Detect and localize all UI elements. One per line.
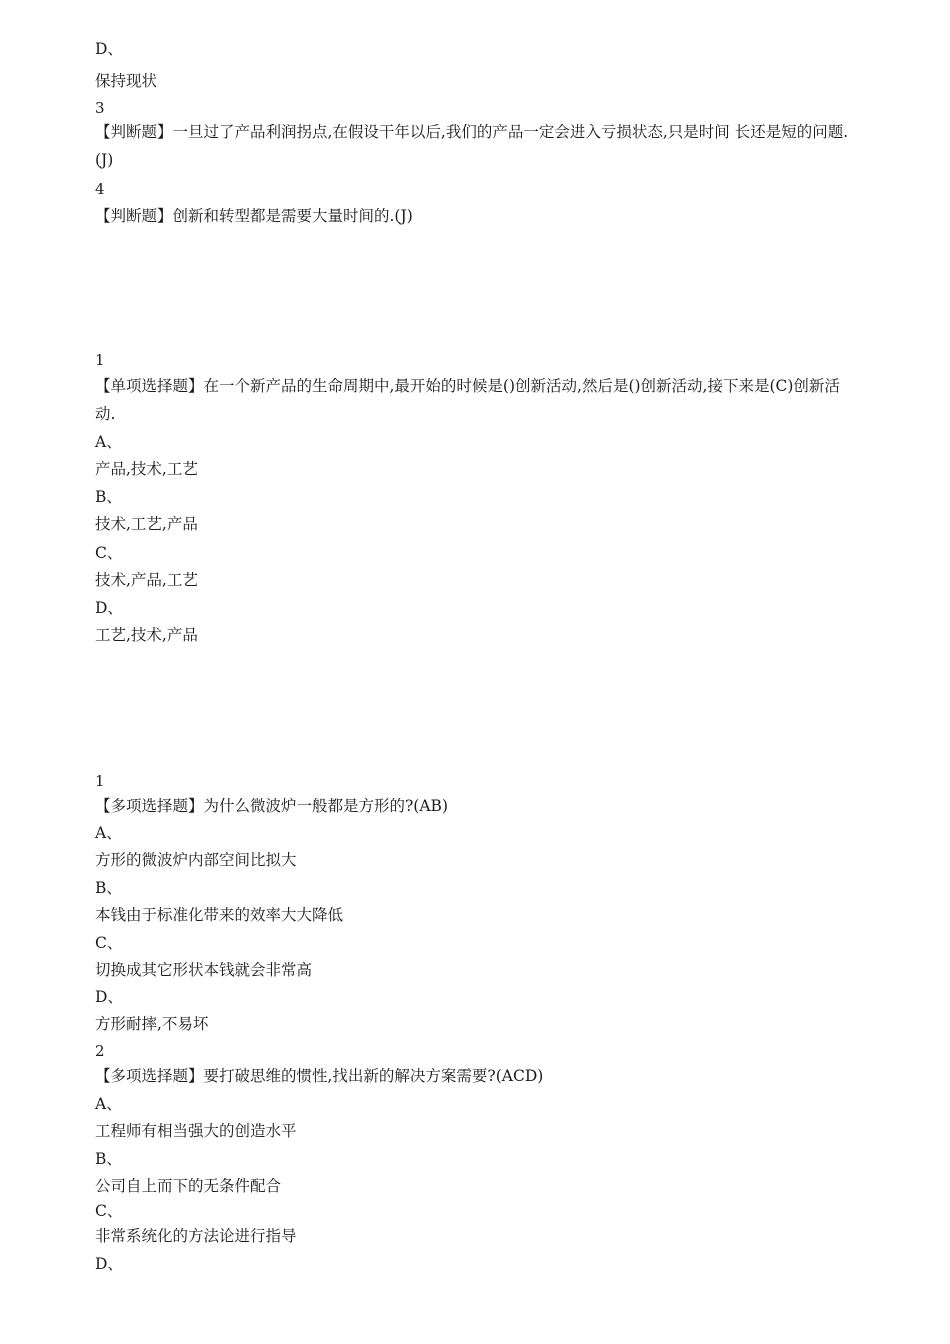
option-label: B、 (95, 879, 122, 897)
option-text: 技术,工艺,产品 (95, 515, 198, 533)
option-label: B、 (95, 488, 122, 506)
option-text: 方形耐摔,不易坏 (95, 1015, 209, 1033)
question-number: 2 (95, 1042, 105, 1060)
option-label: B、 (95, 1150, 122, 1168)
option-label: A、 (95, 433, 122, 451)
option-label: D、 (95, 1255, 123, 1273)
option-text: 非常系统化的方法论进行指导 (95, 1227, 297, 1245)
question-number: 3 (95, 99, 105, 117)
option-label: D、 (95, 40, 123, 58)
option-text: 公司自上而下的无条件配合 (95, 1177, 282, 1195)
option-text: 保持现状 (95, 72, 158, 90)
option-label: D、 (95, 599, 123, 617)
option-text: 产品,技术,工艺 (95, 460, 198, 478)
question-text: 【判断题】创新和转型都是需要大量时间的.(J) (95, 207, 413, 225)
question-number: 1 (95, 772, 105, 790)
question-text: 【多项选择题】要打破思维的惯性,找出新的解决方案需要?(ACD) (95, 1067, 544, 1085)
option-text: 本钱由于标准化带来的效率大大降低 (95, 906, 344, 924)
question-text: 【单项选择题】在一个新产品的生命周期中,最开始的时候是()创新活动,然后是()创新活动,接下来是(C)创新活动. (95, 377, 840, 423)
question-text: 【多项选择题】为什么微波炉一般都是方形的?(AB) (95, 797, 448, 815)
option-label: C、 (95, 1202, 123, 1220)
option-text: 工程师有相当强大的创造水平 (95, 1122, 297, 1140)
option-text: 工艺,技术,产品 (95, 626, 198, 644)
option-label: A、 (95, 824, 122, 842)
question-number: 4 (95, 180, 105, 198)
option-label: C、 (95, 544, 123, 562)
option-text: 方形的微波炉内部空间比拟大 (95, 851, 297, 869)
option-label: D、 (95, 988, 123, 1006)
option-text: 技术,产品,工艺 (95, 571, 198, 589)
question-number: 1 (95, 351, 105, 369)
question-text: 【判断题】一旦过了产品利润拐点,在假设干年以后,我们的产品一定会进入亏损状态,只是时间 长还是短的问题.(J) (95, 123, 849, 169)
option-text: 切换成其它形状本钱就会非常高 (95, 961, 313, 979)
option-label: A、 (95, 1095, 122, 1113)
option-label: C、 (95, 934, 123, 952)
